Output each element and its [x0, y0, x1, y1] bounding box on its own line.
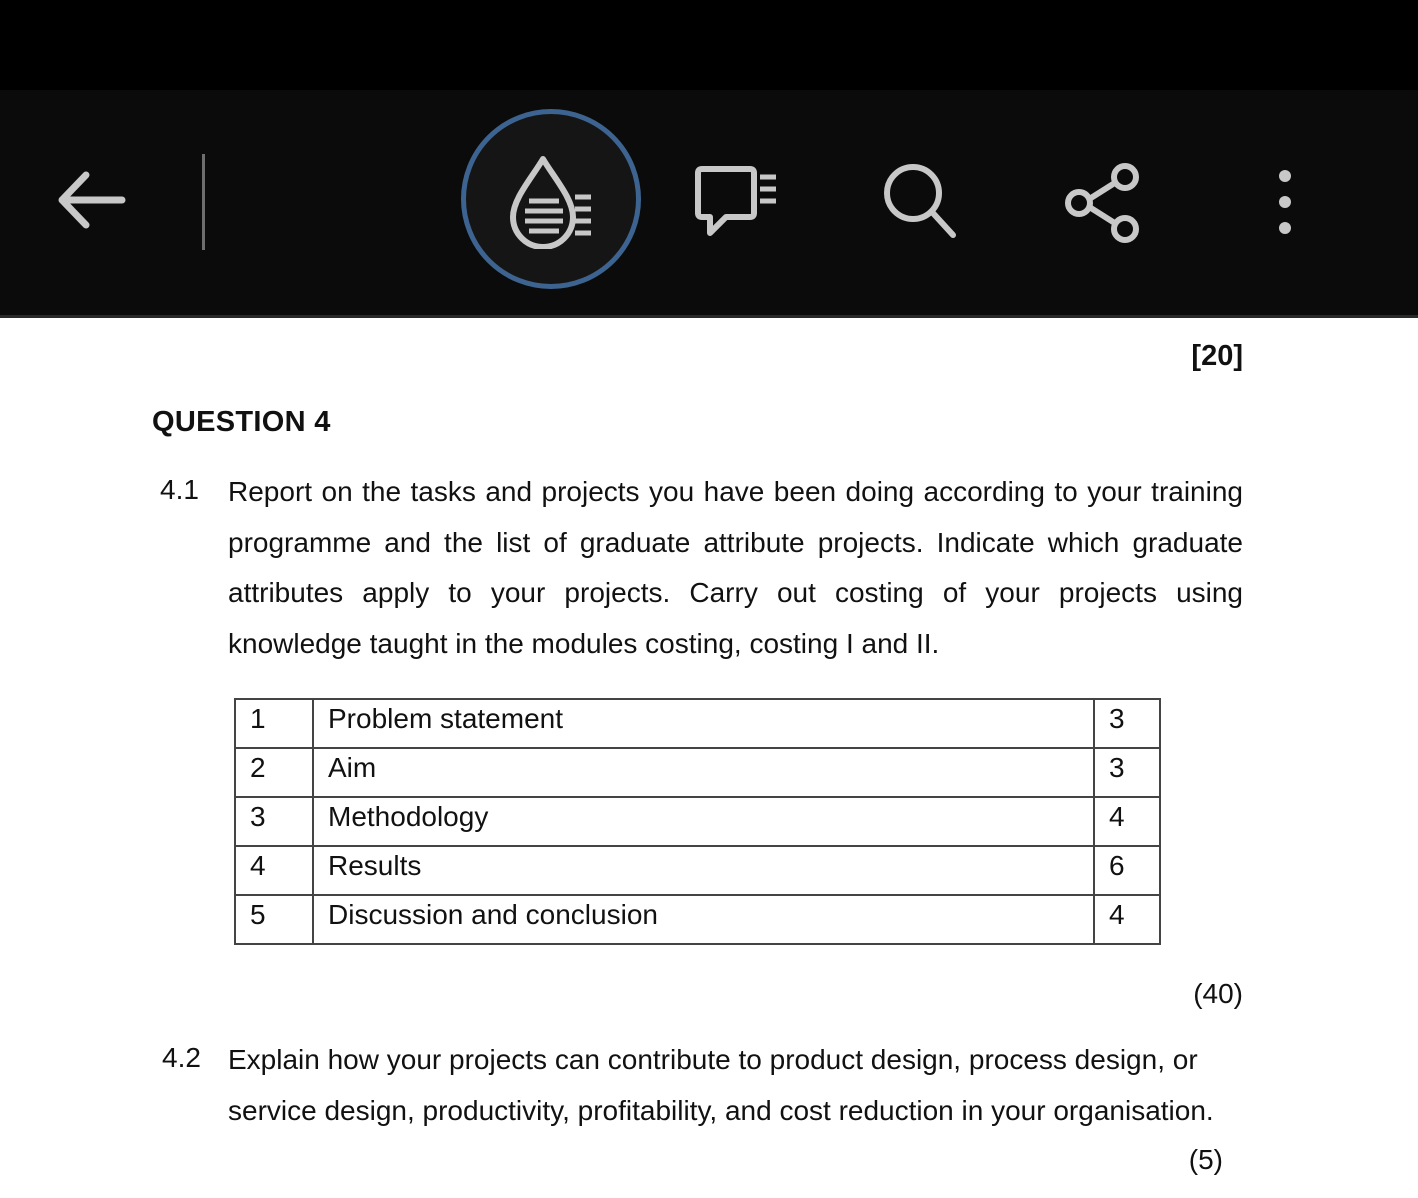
drop-list-icon [501, 149, 601, 249]
rubric-item-number: 5 [235, 895, 313, 944]
search-button[interactable] [868, 150, 968, 250]
rubric-item-marks: 6 [1094, 846, 1160, 895]
question-number: 4.2 [162, 1042, 201, 1073]
question-number: 4.1 [160, 474, 199, 505]
rubric-item-number: 3 [235, 797, 313, 846]
table-row [235, 797, 1160, 846]
toolbar-divider [202, 154, 205, 250]
arrow-left-icon [50, 165, 130, 235]
share-button[interactable] [1052, 150, 1152, 250]
rubric-item-marks: 4 [1094, 895, 1160, 944]
rubric-item-label: Methodology [313, 797, 1094, 846]
rubric-item-marks: 3 [1094, 748, 1160, 797]
search-icon [873, 155, 963, 245]
table-row [235, 846, 1160, 895]
table-row [235, 699, 1160, 748]
question-marks: (40) [1193, 978, 1243, 1009]
share-icon [1057, 155, 1147, 245]
question-title: QUESTION 4 [152, 406, 331, 438]
question-text: Explain how your projects can contribute to product design, process design, or service design, productivity, profitability, and cost reduction in your organisation. [228, 1044, 1214, 1126]
comments-button[interactable] [685, 150, 785, 250]
rubric-item-marks: 4 [1094, 797, 1160, 846]
rubric-item-marks: 3 [1094, 699, 1160, 748]
question-marks: (5) [1188, 1144, 1223, 1175]
table-row [235, 895, 1160, 944]
table-row [235, 748, 1160, 797]
more-options-button[interactable] [1250, 150, 1320, 250]
back-button[interactable] [40, 150, 140, 250]
previous-question-marks: [20] [1191, 340, 1243, 372]
reading-mode-button[interactable] [461, 109, 641, 289]
document-toolbar [0, 90, 1418, 318]
status-bar [0, 0, 1418, 90]
rubric-item-number: 4 [235, 846, 313, 895]
rubric-item-label: Aim [313, 748, 1094, 797]
rubric-item-number: 1 [235, 699, 313, 748]
document-page [0, 318, 1418, 1198]
rubric-item-label: Discussion and conclusion [313, 895, 1094, 944]
rubric-item-number: 2 [235, 748, 313, 797]
marking-rubric-table [234, 698, 1161, 945]
rubric-item-label: Problem statement [313, 699, 1094, 748]
question-text: Report on the tasks and projects you have been doing according to your training programme and the list of graduate attribute projects. Indicate which graduate attributes apply to your projects. Carry out costing of your projects using knowledge taught in the modules costing, costing I and II. [228, 476, 1243, 659]
more-vertical-icon [1275, 160, 1295, 240]
comment-list-icon [688, 155, 783, 245]
rubric-item-label: Results [313, 846, 1094, 895]
